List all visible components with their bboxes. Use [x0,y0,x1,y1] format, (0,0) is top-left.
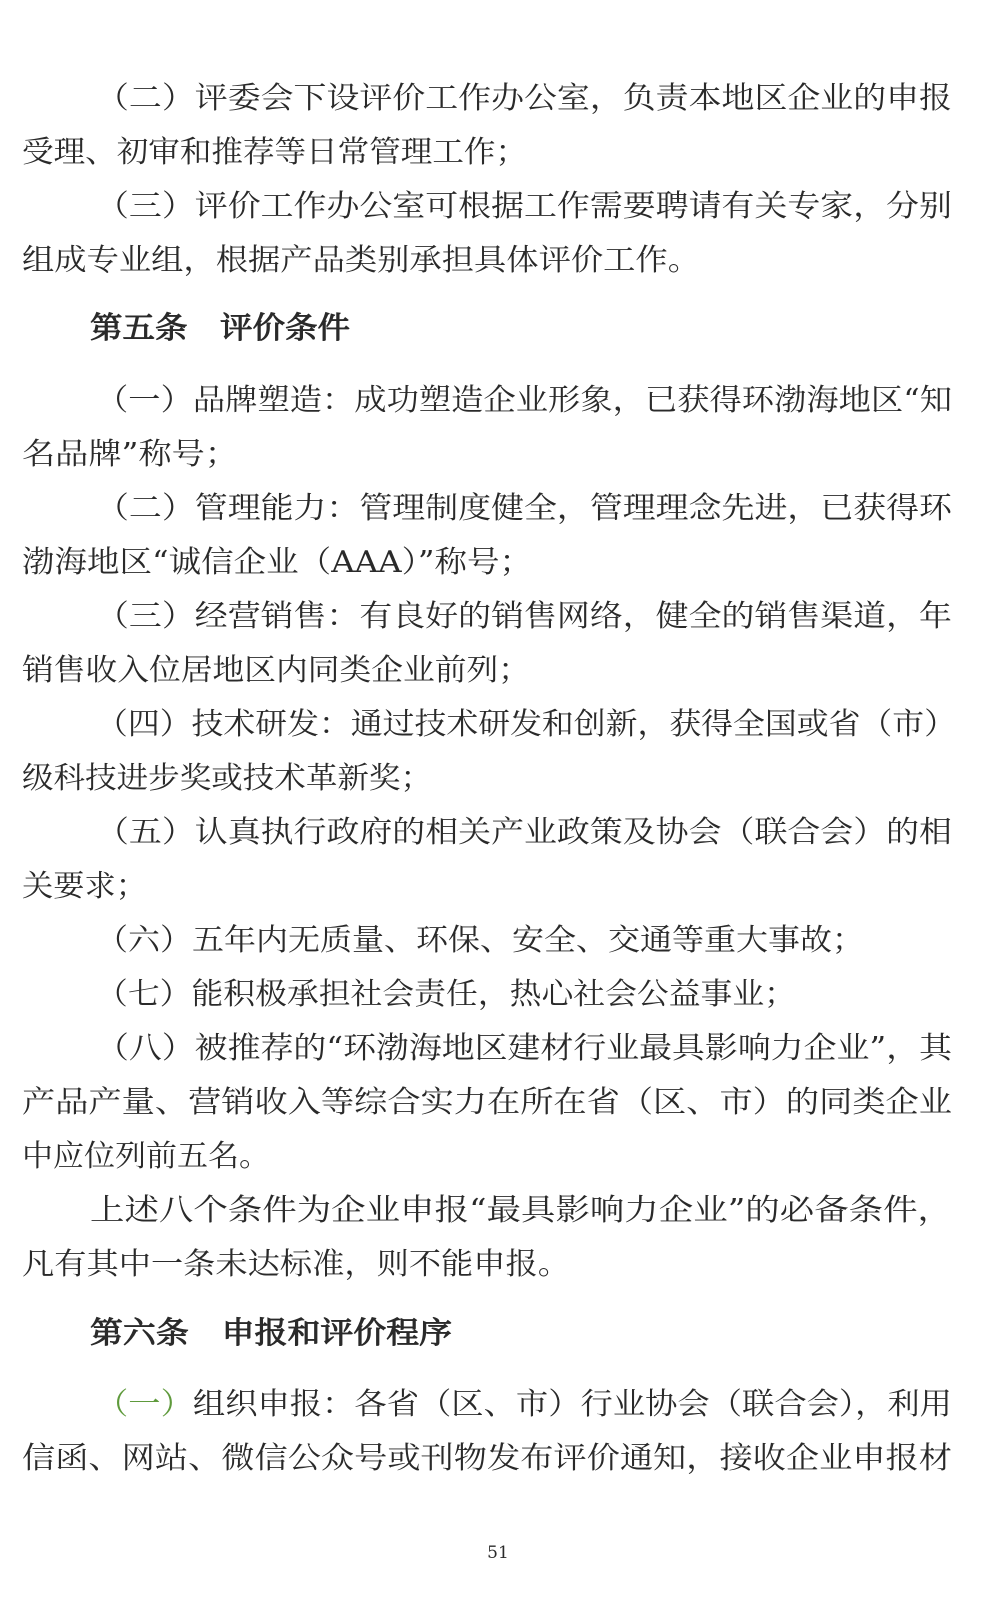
line-text: （八）被推荐的“环渤海地区建材行业最具影响力企业”，其 [96,1031,953,1066]
page-number: 51 [487,1543,509,1563]
line-text: （四）技术研发：通过技术研发和创新，获得全国或省（市） [96,707,956,742]
section-heading-article-6 [0,1314,996,1354]
text-line [0,543,996,583]
line-text: 渤海地区“诚信企业（AAA）”称号； [22,545,533,580]
text-line [0,1083,996,1123]
text-line [0,435,996,475]
line-text: 上述八个条件为企业申报“最具影响力企业”的必备条件， [90,1193,953,1228]
text-line [0,597,996,637]
text-line [0,79,996,119]
text-line [0,489,996,529]
item-marker: （一） [96,1387,193,1422]
line-text: （二）管理能力：管理制度健全，管理理念先进，已获得环 [96,491,952,526]
text-line [0,1137,996,1177]
line-text: 中应位列前五名。 [22,1139,270,1174]
heading-text: 第六条 申报和评价程序 [90,1316,453,1351]
text-line [0,1439,996,1479]
line-text: （七）能积极承担社会责任，热心社会公益事业； [96,977,796,1012]
text-line [0,921,996,961]
line-text: 组成专业组，根据产品类别承担具体评价工作。 [22,243,701,278]
line-text: 级科技进步奖或技术革新奖； [22,761,433,796]
text-line [0,1245,996,1285]
text-line [0,133,996,173]
line-text-with-marker [96,1385,952,1425]
line-text: 名品牌”称号； [22,437,238,472]
text-line [0,1029,996,1069]
line-text: 凡有其中一条未达标准，则不能申报。 [22,1247,570,1282]
text-line [0,187,996,227]
section-heading-article-5 [0,309,996,349]
text-line [0,1191,996,1231]
line-text: （二）评委会下设评价工作办公室，负责本地区企业的申报 [96,81,952,116]
text-line [0,705,996,745]
text-line [0,975,996,1015]
line-text: （六）五年内无质量、环保、安全、交通等重大事故； [96,923,865,958]
line-text: 产品产量、营销收入等综合实力在所在省（区、市）的同类企业 [22,1085,952,1120]
heading-text: 第五条 评价条件 [90,311,350,346]
text-line [0,651,996,691]
text-line [0,1385,996,1425]
line-text: 受理、初审和推荐等日常管理工作； [22,135,528,170]
text-line [0,813,996,853]
line-text: 组织申报：各省（区、市）行业协会（联合会），利用 [192,1387,952,1422]
text-line [0,381,996,421]
line-text: （三）经营销售：有良好的销售网络，健全的销售渠道，年 [96,599,952,634]
line-text: （五）认真执行政府的相关产业政策及协会（联合会）的相 [96,815,952,850]
text-line [0,867,996,907]
line-text: （一）品牌塑造：成功塑造企业形象，已获得环渤海地区“知 [96,383,953,418]
text-line [0,241,996,281]
text-line [0,759,996,799]
line-text: （三）评价工作办公室可根据工作需要聘请有关专家，分别 [96,189,952,224]
line-text: 信函、网站、微信公众号或刊物发布评价通知，接收企业申报材 [22,1441,952,1476]
line-text: 销售收入位居地区内同类企业前列； [22,653,530,688]
line-text: 关要求； [22,869,148,904]
